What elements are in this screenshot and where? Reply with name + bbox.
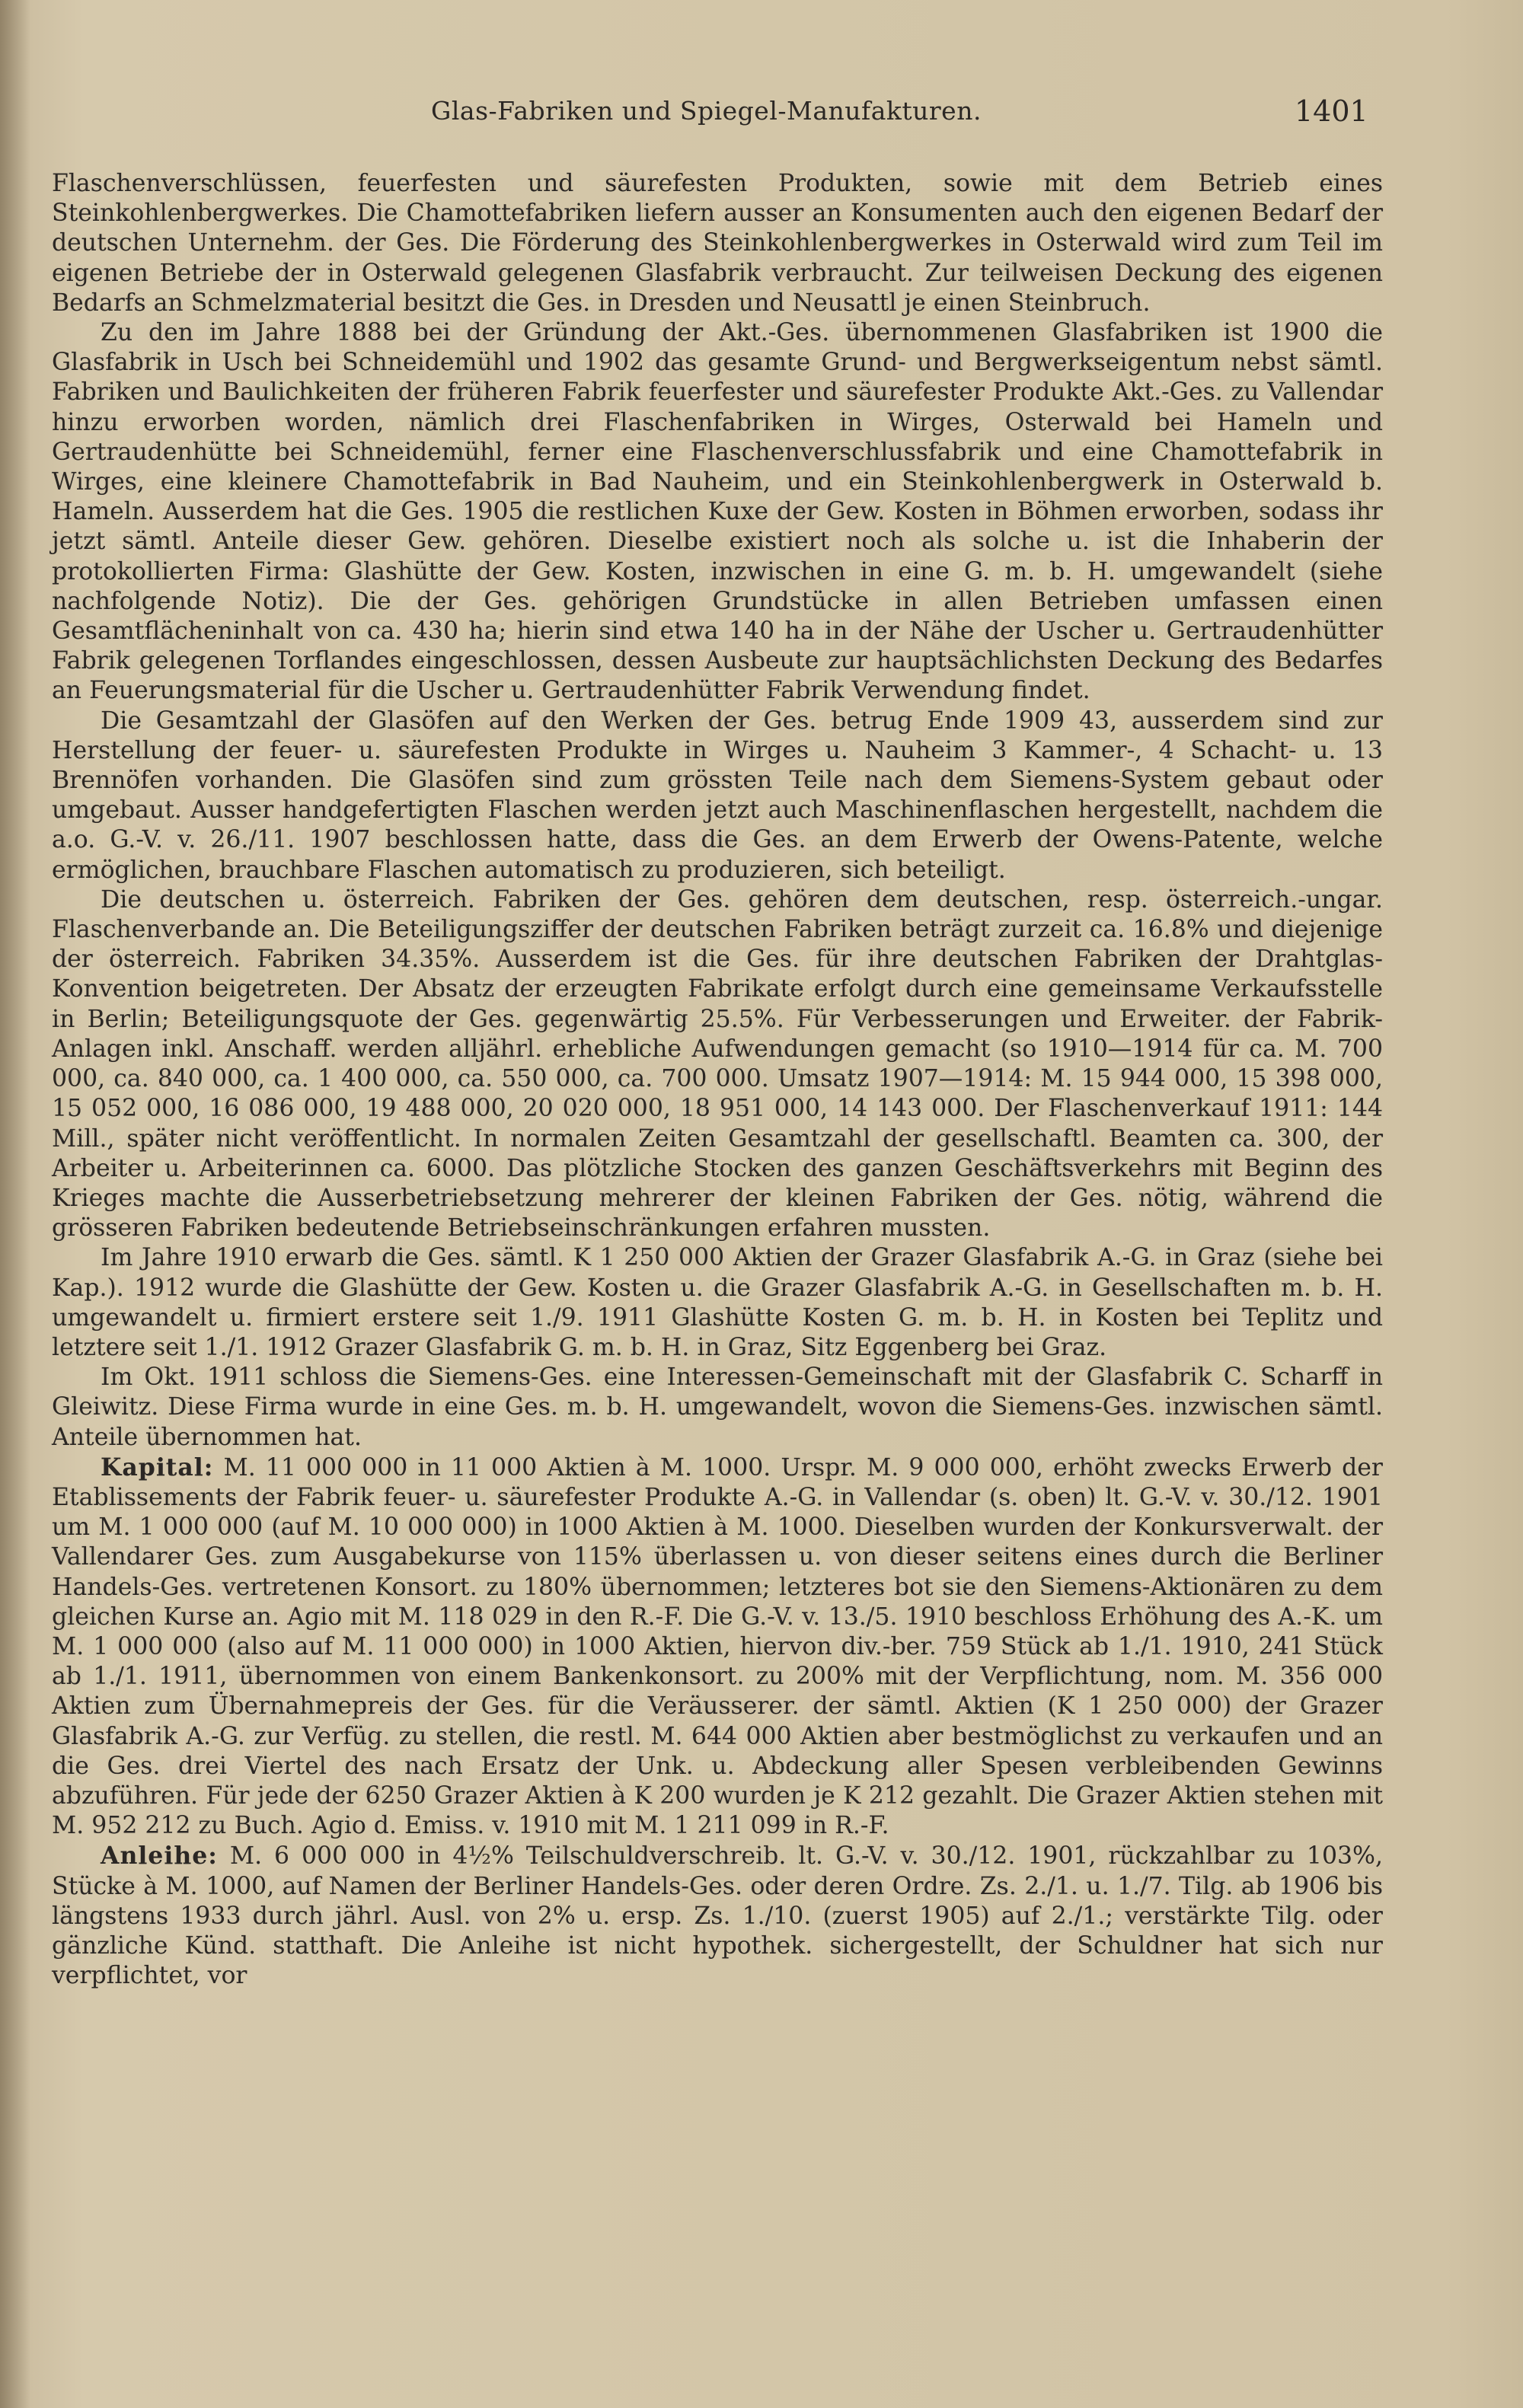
page-number: 1401 (1295, 94, 1368, 128)
paragraph-graz: Im Jahre 1910 erwarb die Ges. sämtl. K 1 250 000 Aktien der Grazer Glasfabrik A.-G. in Graz (siehe bei Kap.). 1912 wurde die Glashütte der Gew. Kosten u. die Grazer Glasfabrik A.-G. in Gesellschaften m. b. H. umgewandelt u. firmiert erstere seit 1./9. 1911 Glashütte Kosten G. m. b. H. in Kosten bei Teplitz und letztere seit 1./1. 1912 Grazer Glasfabrik G. m. b. H. in Graz, Sitz Eggenberg bei Graz. (52, 1244, 1383, 1361)
paragraph-associations: Die deutschen u. österreich. Fabriken der Ges. gehören dem deutschen, resp. österreich.-ungar. Flaschenverbande an. Die Beteiligungsziffer der deutschen Fabriken beträgt zurzeit ca. 16.8% und diejenige der österreich. Fabriken 34.35%. Ausserdem ist die Ges. für ihre deutschen Fabriken der Drahtglas-Konvention beigetreten. Der Absatz der erzeugten Fabrikate erfolgt durch eine gemeinsame Verkaufsstelle in Berlin; Beteiligungsquote der Ges. gegenwärtig 25.5%. Für Verbesserungen und Erweiter. der Fabrik-Anlagen inkl. Anschaff. werden alljährl. erhebliche Aufwendungen gemacht (so 1910—1914 für ca. M. 700 000, ca. 840 000, ca. 1 400 000, ca. 550 000, ca. 700 000. Umsatz 1907—1914: M. 15 944 000, 15 398 000, 15 052 000, 16 086 000, 19 488 000, 20 020 000, 18 951 000, 14 143 000. Der Flaschenverkauf 1911: 144 Mill., später nicht veröffentlicht. In normalen Zeiten Gesamtzahl der gesellschaftl. Beamten ca. 300, der Arbeiter u. Arbeiterinnen ca. 6000. Das plötzliche Stocken des ganzen Geschäftsverkehrs mit Beginn des Krieges machte die Ausserbetriebsetzung mehrerer der kleinen Fabriken der Ges. nötig, während die grösseren Fabriken bedeutende Betriebseinschränkungen erfahren mussten. (52, 885, 1383, 1242)
page-header (0, 96, 1523, 142)
paragraph-factories: Zu den im Jahre 1888 bei der Gründung der Akt.-Ges. übernommenen Glasfabriken ist 1900 die Glasfabrik in Usch bei Schneidemühl und 1902 das gesamte Grund- und Bergwerkseigentum nebst sämtl. Fabriken und Baulichkeiten der früheren Fabrik feuerfester und säurefester Produkte Akt.-Ges. zu Vallendar hinzu erworben worden, nämlich drei Flaschenfabriken in Wirges, Osterwald bei Hameln und Gertraudenhütte bei Schneidemühl, ferner eine Flaschenverschlussfabrik und eine Chamottefabrik in Wirges, eine kleinere Chamottefabrik in Bad Nauheim, und ein Steinkohlenbergwerk in Osterwald b. Hameln. Ausserdem hat die Ges. 1905 die restlichen Kuxe der Gew. Kosten in Böhmen erworben, sodass ihr jetzt sämtl. Anteile dieser Gew. gehören. Dieselbe existiert noch als solche u. ist die Inhaberin der protokollierten Firma: Glashütte der Gew. Kosten, inzwischen in eine G. m. b. H. umgewandelt (siehe nachfolgende Notiz). Die der Ges. gehörigen Grundstücke in allen Betrieben umfassen einen Gesamtflächeninhalt von ca. 430 ha; hierin sind etwa 140 ha in der Nähe der Uscher u. Gertraudenhütter Fabrik gelegenen Torflandes eingeschlossen, dessen Ausbeute zur hauptsächlichsten Deckung des Bedarfes an Feuerungsmaterial für die Uscher u. Gertraudenhütter Fabrik Verwendung findet. (52, 319, 1383, 705)
kapital-text: M. 11 000 000 in 11 000 Aktien à M. 1000. Urspr. M. 9 000 000, erhöht zwecks Erwerb der Etablissements der Fabrik feuer- u. säurefester Produkte A.-G. in Vallendar (s. oben) lt. G.-V. v. 30./12. 1901 um M. 1 000 000 (auf M. 10 000 000) in 1000 Aktien à M. 1000. Dieselben wurden der Konkursverwalt. der Vallendarer Ges. zum Ausgabekurse von 115% überlassen u. von dieser seitens eines durch die Berliner Handels-Ges. vertretenen Konsort. zu 180% übernommen; letzteres bot sie den Siemens-Aktionären zu dem gleichen Kurse an. Agio mit M. 118 029 in den R.-F. Die G.-V. v. 13./5. 1910 beschloss Erhöhung des A.-K. um M. 1 000 000 (also auf M. 11 000 000) in 1000 Aktien, hiervon div.-ber. 759 Stück ab 1./1. 1910, 241 Stück ab 1./1. 1911, übernommen von einem Bankenkonsort. zu 200% mit der Verpflichtung, nom. M. 356 000 Aktien zum Übernahmepreis der Ges. für die Veräusserer. der sämtl. Aktien (K 1 250 000) der Grazer Glasfabrik A.-G. zur Verfüg. zu stellen, die restl. M. 644 000 Aktien aber bestmöglichst zu verkaufen und an die Ges. drei Viertel des nach Ersatz der Unk. u. Abdeckung aller Spesen verbleibenden Gewinns abzuführen. Für jede der 6250 Grazer Aktien à K 200 wurden je K 212 gezahlt. Die Grazer Aktien stehen mit M. 952 212 zu Buch. Agio d. Emiss. v. 1910 mit M. 1 211 099 in R.-F. (52, 1453, 1383, 1840)
paragraph-anleihe (52, 1841, 1383, 1991)
page-gutter-shadow (0, 0, 30, 2408)
paragraph-kapital (52, 1453, 1383, 1842)
running-title: Glas-Fabriken und Spiegel-Manufakturen. (431, 96, 982, 126)
section-label-anleihe: Anleihe: (101, 1842, 218, 1871)
paragraph-scharff: Im Okt. 1911 schloss die Siemens-Ges. eine Interessen-Gemeinschaft mit der Glasfabrik C. Scharff in Gleiwitz. Diese Firma wurde in eine Ges. m. b. H. umgewandelt, wovon die Siemens-Ges. inzwischen sämtl. Anteile übernommen hat. (52, 1363, 1383, 1451)
body-text (52, 169, 1383, 1991)
paragraph-furnaces: Die Gesamtzahl der Glasöfen auf den Werken der Ges. betrug Ende 1909 43, ausserdem sind zur Herstellung der feuer- u. säurefesten Produkte in Wirges u. Nauheim 3 Kammer-, 4 Schacht- u. 13 Brennöfen vorhanden. Die Glasöfen sind zum grössten Teile nach dem Siemens-System gebaut oder umgebaut. Ausser handgefertigten Flaschen werden jetzt auch Maschinenflaschen hergestellt, nachdem die a.o. G.-V. v. 26./11. 1907 beschlossen hatte, dass die Ges. an dem Erwerb der Owens-Patente, welche ermöglichen, brauchbare Flaschen automatisch zu produzieren, sich beteiligt. (52, 706, 1383, 884)
anleihe-text: M. 6 000 000 in 4½% Teilschuldverschreib. lt. G.-V. v. 30./12. 1901, rückzahlbar zu 103%, Stücke à M. 1000, auf Namen der Berliner Handels-Ges. oder deren Ordre. Zs. 2./1. u. 1./7. Tilg. ab 1906 bis längstens 1933 durch jährl. Ausl. von 2% u. ersp. Zs. 1./10. (zuerst 1905) auf 2./1.; verstärkte Tilg. oder gänzliche Künd. statthaft. Die Anleihe ist nicht hypothek. sichergestellt, der Schuldner hat sich nur verpflichtet, vor (52, 1842, 1383, 1990)
section-label-kapital: Kapital: (101, 1453, 214, 1481)
paragraph-continuation: Flaschenverschlüssen, feuerfesten und säurefesten Produkten, sowie mit dem Betrieb eines Steinkohlenbergwerkes. Die Chamottefabriken liefern ausser an Konsumenten auch den eigenen Bedarf der deutschen Unternehm. der Ges. Die Förderung des Steinkohlenbergwerkes in Osterwald wird zum Teil im eigenen Betriebe der in Osterwald gelegenen Glasfabrik verbraucht. Zur teilweisen Deckung des eigenen Bedarfs an Schmelzmaterial besitzt die Ges. in Dresden und Neusattl je einen Steinbruch. (52, 170, 1383, 317)
